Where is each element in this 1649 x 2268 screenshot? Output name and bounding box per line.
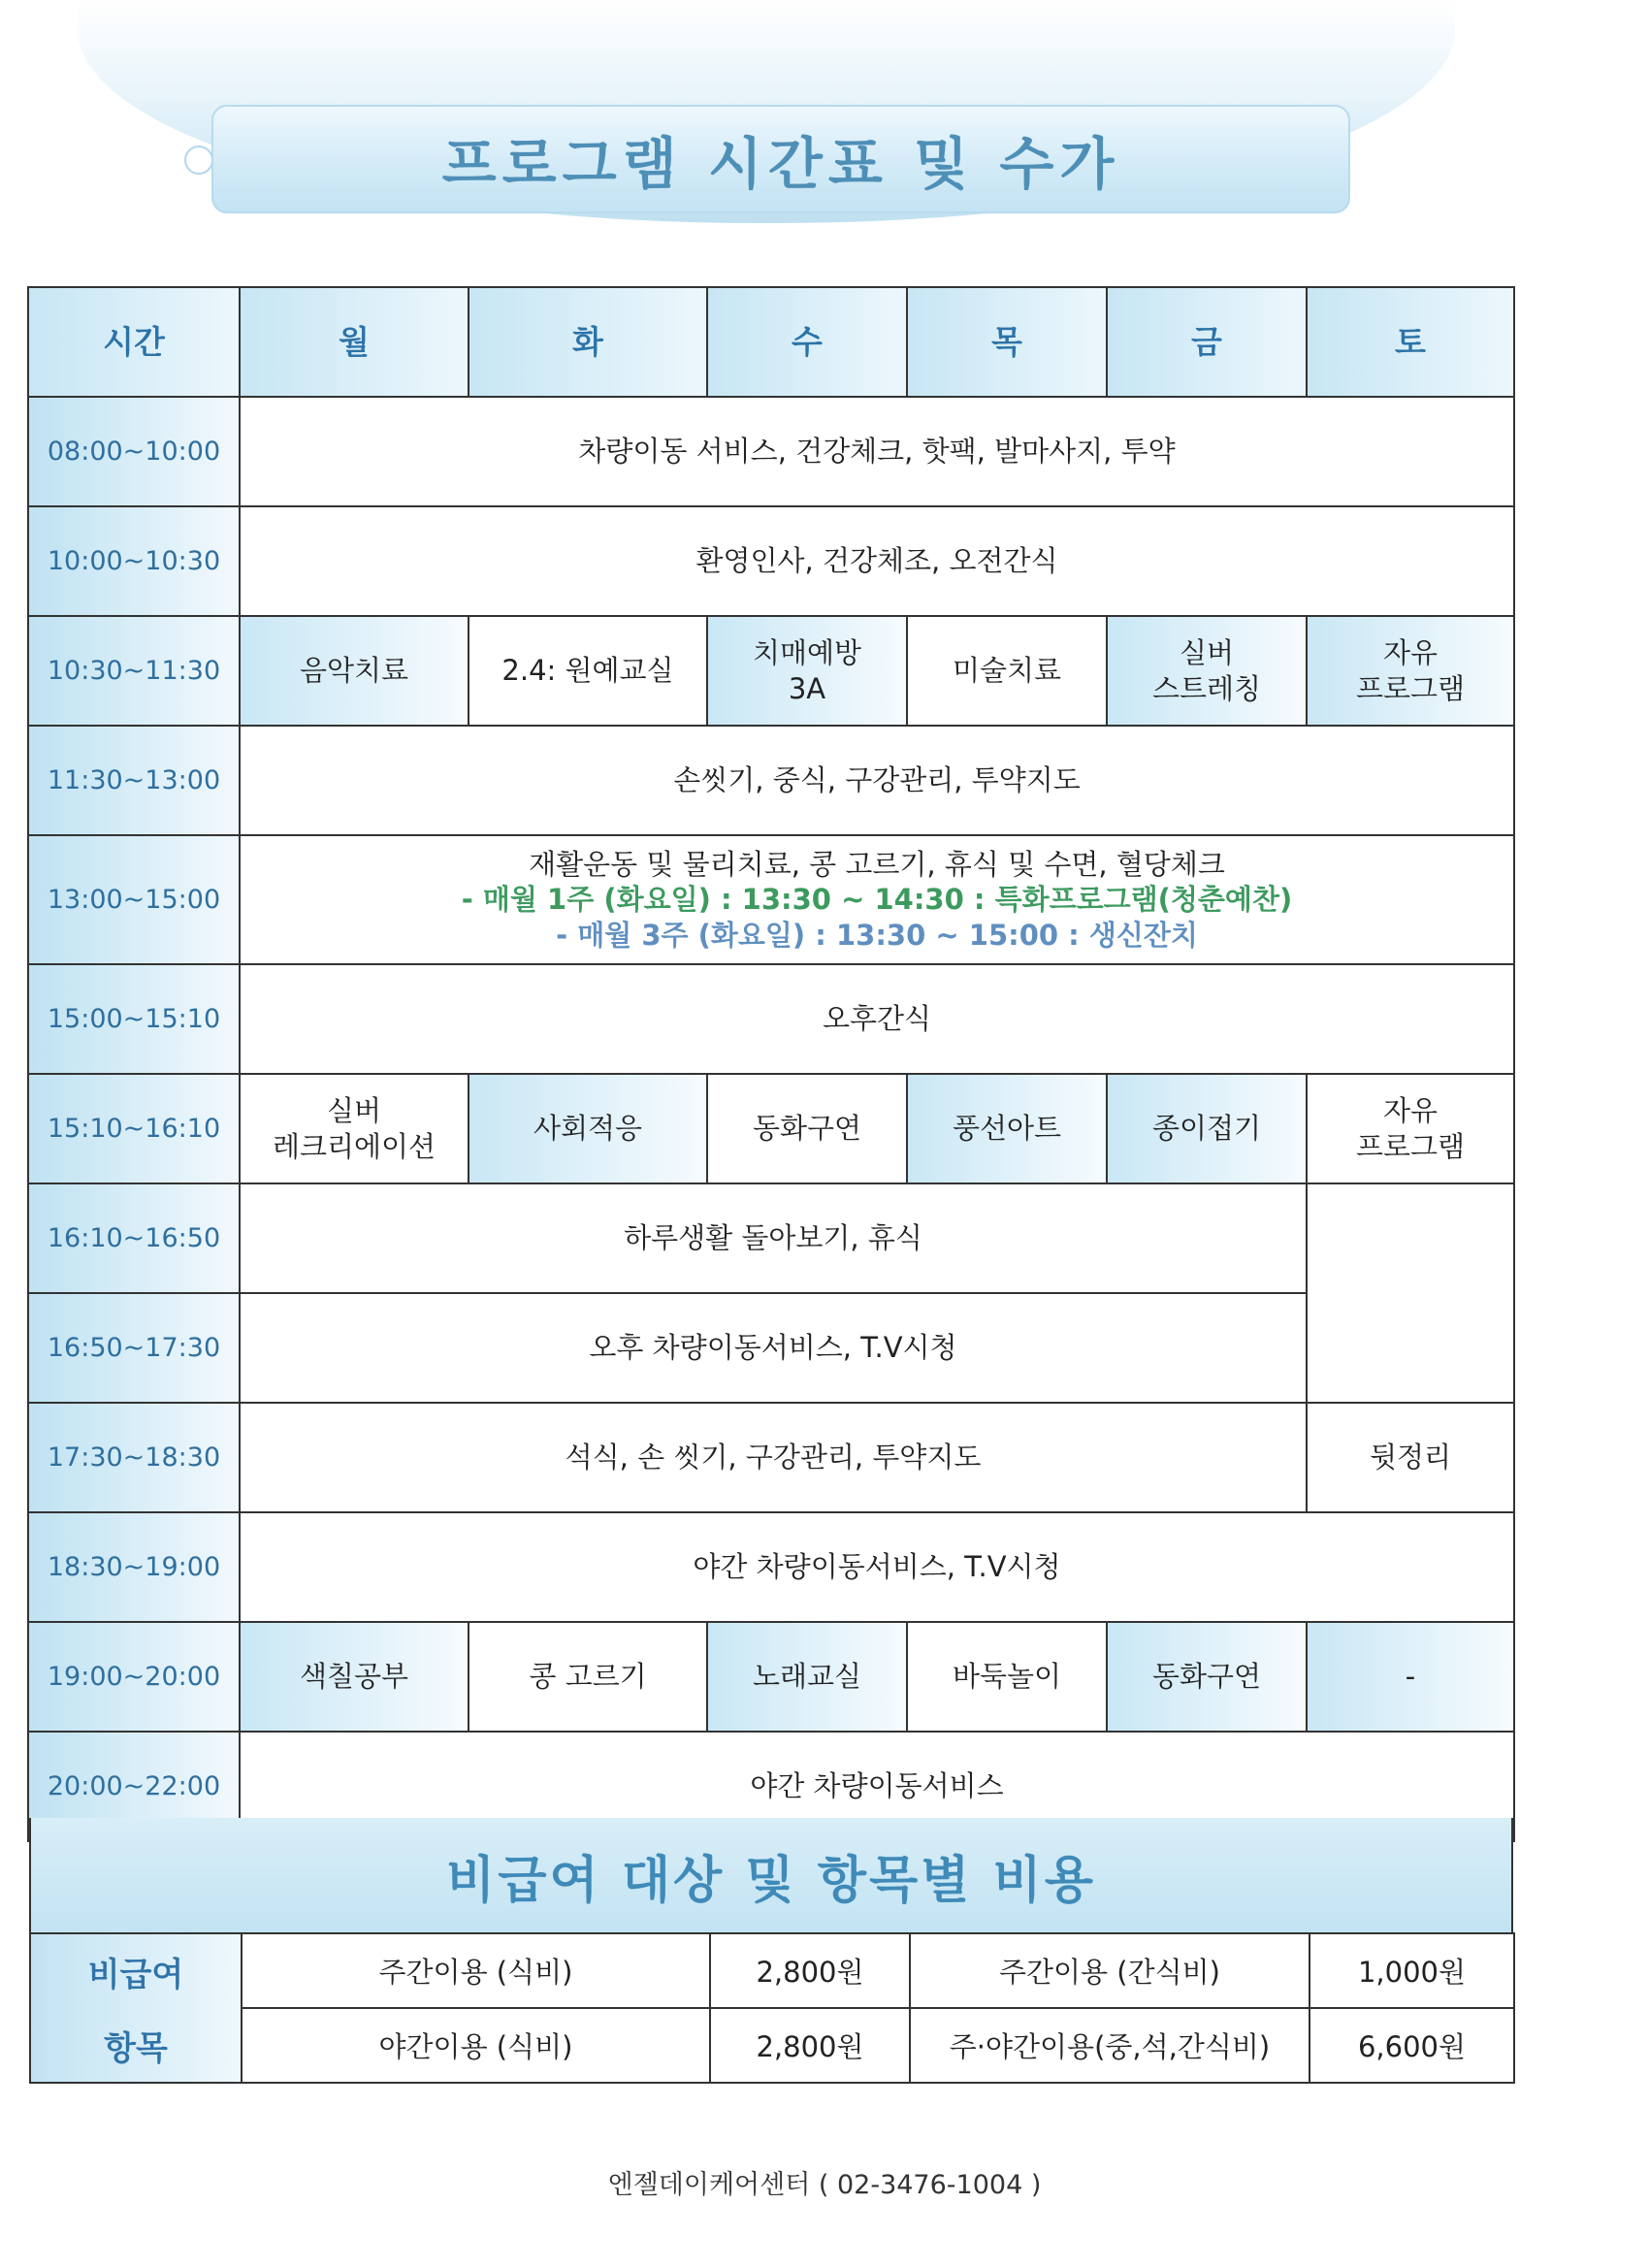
- header-sat: 토: [1307, 287, 1514, 397]
- fees-table: [29, 1932, 1515, 2084]
- activity-cell-wed: 동화구연: [707, 1074, 907, 1183]
- time-cell: 20:00~22:00: [28, 1732, 240, 1841]
- fee-row: [30, 2008, 1514, 2083]
- line: 자유: [1382, 1094, 1439, 1128]
- activity-cell-wed: [707, 616, 907, 726]
- fees-label: 항목: [30, 2008, 242, 2083]
- time-cell: 10:30~11:30: [28, 616, 240, 726]
- activity-cell-thu: 바둑놀이: [907, 1622, 1107, 1732]
- note-line-special: - 매월 1주 (화요일) : 13:30 ~ 14:30 : 특화프로그램(청춘예찬): [461, 883, 1293, 917]
- time-cell: 08:00~10:00: [28, 397, 240, 506]
- table-row: [28, 835, 1514, 964]
- time-cell: 19:00~20:00: [28, 1622, 240, 1732]
- table-header-row: [28, 287, 1514, 397]
- fee-row: [30, 1933, 1514, 2008]
- line: 프로그램: [1355, 1129, 1466, 1163]
- table-row: [28, 1183, 1514, 1293]
- fee-price: 1,000원: [1310, 1933, 1514, 2008]
- schedule-table: [27, 286, 1515, 1842]
- note-line: 재활운동 및 물리치료, 콩 고르기, 휴식 및 수면, 혈당체크: [529, 848, 1225, 882]
- fee-price: 2,800원: [710, 1933, 910, 2008]
- header-thu: 목: [907, 287, 1107, 397]
- fees-section-title: 비급여 대상 및 항목별 비용: [29, 1818, 1513, 1932]
- activity-cell-tue: 2.4: 원예교실: [469, 616, 707, 726]
- activity-cell-mon: 색칠공부: [240, 1622, 469, 1732]
- table-row: [28, 397, 1514, 506]
- table-row: [28, 1512, 1514, 1622]
- activity-cell: 오후 차량이동서비스, T.V시청: [240, 1293, 1307, 1403]
- time-cell: 10:00~10:30: [28, 506, 240, 616]
- header-mon: 월: [240, 287, 469, 397]
- activity-cell: 손씻기, 중식, 구강관리, 투약지도: [240, 726, 1514, 835]
- activity-cell-fri: 동화구연: [1107, 1622, 1307, 1732]
- activity-cell-sat: -: [1307, 1622, 1514, 1732]
- activity-cell-sat: 뒷정리: [1307, 1403, 1514, 1512]
- activity-cell-tue: 사회적응: [469, 1074, 707, 1183]
- table-row: [28, 506, 1514, 616]
- page-title: 프로그램 시간표 및 수가: [441, 131, 1120, 197]
- note-line-birthday: - 매월 3주 (화요일) : 13:30 ~ 15:00 : 생신잔치: [556, 918, 1198, 952]
- fee-item: 야간이용 (식비): [242, 2008, 710, 2083]
- table-row: [28, 1293, 1514, 1403]
- activity-cell-fri: [1107, 616, 1307, 726]
- decorative-bubble: [184, 146, 213, 175]
- activity-cell-notes: [240, 835, 1514, 964]
- activity-cell: 오후간식: [240, 964, 1514, 1074]
- activity-cell-mon: [240, 1074, 469, 1183]
- time-cell: 15:10~16:10: [28, 1074, 240, 1183]
- empty-cell: [1307, 1183, 1514, 1403]
- title-banner: [211, 105, 1350, 213]
- line: 치매예방: [752, 636, 862, 670]
- activity-cell-thu: 풍선아트: [907, 1074, 1107, 1183]
- activity-cell-fri: 종이접기: [1107, 1074, 1307, 1183]
- line: 자유: [1382, 636, 1439, 670]
- header-wed: 수: [707, 287, 907, 397]
- time-cell: 15:00~15:10: [28, 964, 240, 1074]
- activity-cell: 하루생활 돌아보기, 휴식: [240, 1183, 1307, 1293]
- time-cell: 11:30~13:00: [28, 726, 240, 835]
- activity-cell: 차량이동 서비스, 건강체크, 핫팩, 발마사지, 투약: [240, 397, 1514, 506]
- fee-item: 주·야간이용(중,석,간식비): [910, 2008, 1310, 2083]
- activity-cell-wed: 노래교실: [707, 1622, 907, 1732]
- time-cell: 13:00~15:00: [28, 835, 240, 964]
- fees-label: 비급여: [30, 1933, 242, 2008]
- footer-contact: 엔젤데이케어센터 ( 02-3476-1004 ): [607, 2170, 1042, 2200]
- table-row: [28, 726, 1514, 835]
- activity-cell: 야간 차량이동서비스: [240, 1732, 1514, 1841]
- table-row: [28, 1403, 1514, 1512]
- activity-cell: 석식, 손 씻기, 구강관리, 투약지도: [240, 1403, 1307, 1512]
- table-row: [28, 964, 1514, 1074]
- header-tue: 화: [469, 287, 707, 397]
- header-fri: 금: [1107, 287, 1307, 397]
- activity-cell: 야간 차량이동서비스, T.V시청: [240, 1512, 1514, 1622]
- fee-item: 주간이용 (간식비): [910, 1933, 1310, 2008]
- time-cell: 17:30~18:30: [28, 1403, 240, 1512]
- fee-price: 6,600원: [1310, 2008, 1514, 2083]
- activity-cell-mon: 음악치료: [240, 616, 469, 726]
- time-cell: 18:30~19:00: [28, 1512, 240, 1622]
- activity-cell-sat: [1307, 1074, 1514, 1183]
- fee-item: 주간이용 (식비): [242, 1933, 710, 2008]
- line: 3A: [788, 671, 826, 705]
- time-cell: 16:10~16:50: [28, 1183, 240, 1293]
- line: 레크리에이션: [272, 1129, 436, 1163]
- fee-price: 2,800원: [710, 2008, 910, 2083]
- line: 실버: [1179, 636, 1235, 670]
- line: 스트레칭: [1151, 671, 1262, 705]
- line: 실버: [326, 1094, 382, 1128]
- header-time: 시간: [28, 287, 240, 397]
- table-row: [28, 1074, 1514, 1183]
- table-row: [28, 1622, 1514, 1732]
- activity-cell-thu: 미술치료: [907, 616, 1107, 726]
- time-cell: 16:50~17:30: [28, 1293, 240, 1403]
- activity-cell: 환영인사, 건강체조, 오전간식: [240, 506, 1514, 616]
- line: 프로그램: [1355, 671, 1466, 705]
- table-row: [28, 616, 1514, 726]
- activity-cell-tue: 콩 고르기: [469, 1622, 707, 1732]
- activity-cell-sat: [1307, 616, 1514, 726]
